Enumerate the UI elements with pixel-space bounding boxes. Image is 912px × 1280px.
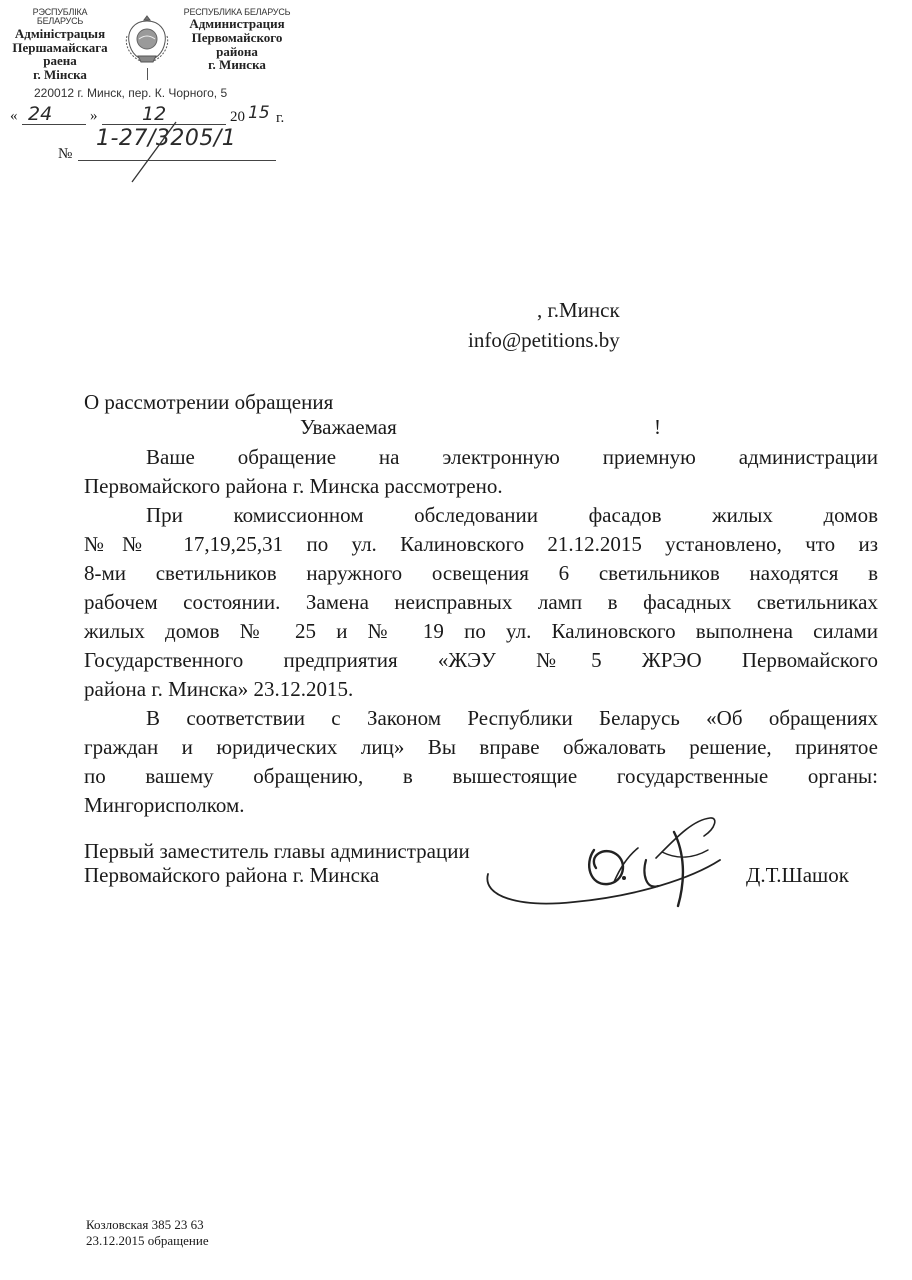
- letterhead-right-republic: РЕСПУБЛИКА БЕЛАРУСЬ: [183, 7, 291, 17]
- letterhead-divider: [147, 68, 148, 80]
- paragraph-line: по вашему обращению, в вышестоящие государственные органы:: [84, 764, 878, 788]
- paragraph-line: 8-ми светильников наружного освещения 6 светильников находятся в: [84, 561, 878, 585]
- letterhead-left-republic: РЭСПУБЛІКА БЕЛАРУСЬ: [32, 7, 88, 27]
- paragraph-line: района г. Минска» 23.12.2015.: [84, 677, 354, 701]
- number-label: №: [58, 146, 73, 162]
- number-value: 1-27/3205/1: [96, 126, 237, 151]
- letterhead-left-line3: раена: [43, 53, 77, 69]
- state-emblem-icon: [121, 12, 173, 66]
- paragraph-line: граждан и юридических лиц» Вы вправе обжаловать решение, принятое: [84, 735, 878, 759]
- date-month: 12: [142, 103, 167, 125]
- paragraph-line: В соответствии с Законом Республики Беларусь «Об обращениях: [146, 706, 878, 730]
- date-suffix: г.: [276, 110, 285, 126]
- letterhead-address: 220012 г. Минск, пер. К. Чорного, 5: [34, 86, 228, 100]
- handwritten-signature-icon: [478, 812, 740, 914]
- date-year-prefix: 20: [230, 109, 245, 125]
- signatory-title-line2: Первомайского района г. Минска: [84, 863, 380, 887]
- date-close-quote: »: [90, 108, 98, 124]
- paragraph-line: Первомайского района г. Минска рассмотрено.: [84, 474, 503, 498]
- recipient-city: , г.Минск: [537, 298, 620, 322]
- letterhead-right-line4: г. Минска: [208, 57, 266, 73]
- letterhead-left-line2: Першамайскага: [12, 39, 108, 55]
- letterhead-right-line1: Администрация: [189, 16, 285, 32]
- letter-subject: О рассмотрении обращения: [84, 390, 334, 414]
- paragraph-2: [84, 501, 878, 704]
- date-year-suffix: 15: [248, 103, 270, 123]
- signatory-name: Д.Т.Шашок: [746, 863, 849, 887]
- date-day: 24: [28, 103, 53, 125]
- paragraph-line: Государственного предприятия «ЖЭУ №5 ЖРЭО Первомайского: [84, 648, 878, 672]
- paragraph-line: Ваше обращение на электронную приемную администрации: [146, 445, 878, 469]
- letterhead-right-line2: Первомайского: [191, 30, 283, 46]
- paragraph-3: [84, 704, 878, 820]
- pen-stroke-icon: [118, 118, 188, 188]
- paragraph-line: При комиссионном обследовании фасадов жилых домов: [146, 503, 878, 527]
- footer-executor: Козловская 385 23 63: [86, 1217, 204, 1232]
- letterhead-left-line1: Адміністрацыя: [14, 25, 106, 41]
- date-open-quote: «: [10, 108, 18, 124]
- letterhead-right-line3: района: [216, 43, 258, 59]
- letter-salutation: Уважаемая: [300, 415, 397, 439]
- letter-salutation-end: !: [654, 415, 661, 439]
- paragraph-line: Мингорисполком.: [84, 793, 245, 817]
- paragraph-1: [84, 443, 878, 501]
- recipient-email: info@petitions.by: [468, 328, 620, 352]
- footer-note: 23.12.2015 обращение: [86, 1233, 209, 1248]
- paragraph-line: №№ 17,19,25,31 по ул. Калиновского 21.12.2015 установлено, что из: [84, 532, 878, 556]
- signatory-title-line1: Первый заместитель главы администрации: [84, 839, 470, 863]
- letterhead-left-line4: г. Мінска: [33, 66, 87, 82]
- letterhead-right: [182, 8, 292, 72]
- paragraph-line: рабочем состоянии. Замена неисправных ламп в фасадных светильниках: [84, 590, 878, 614]
- letterhead-left: [10, 8, 110, 81]
- paragraph-line: жилых домов № 25 и № 19 по ул. Калиновского выполнена силами: [84, 619, 878, 643]
